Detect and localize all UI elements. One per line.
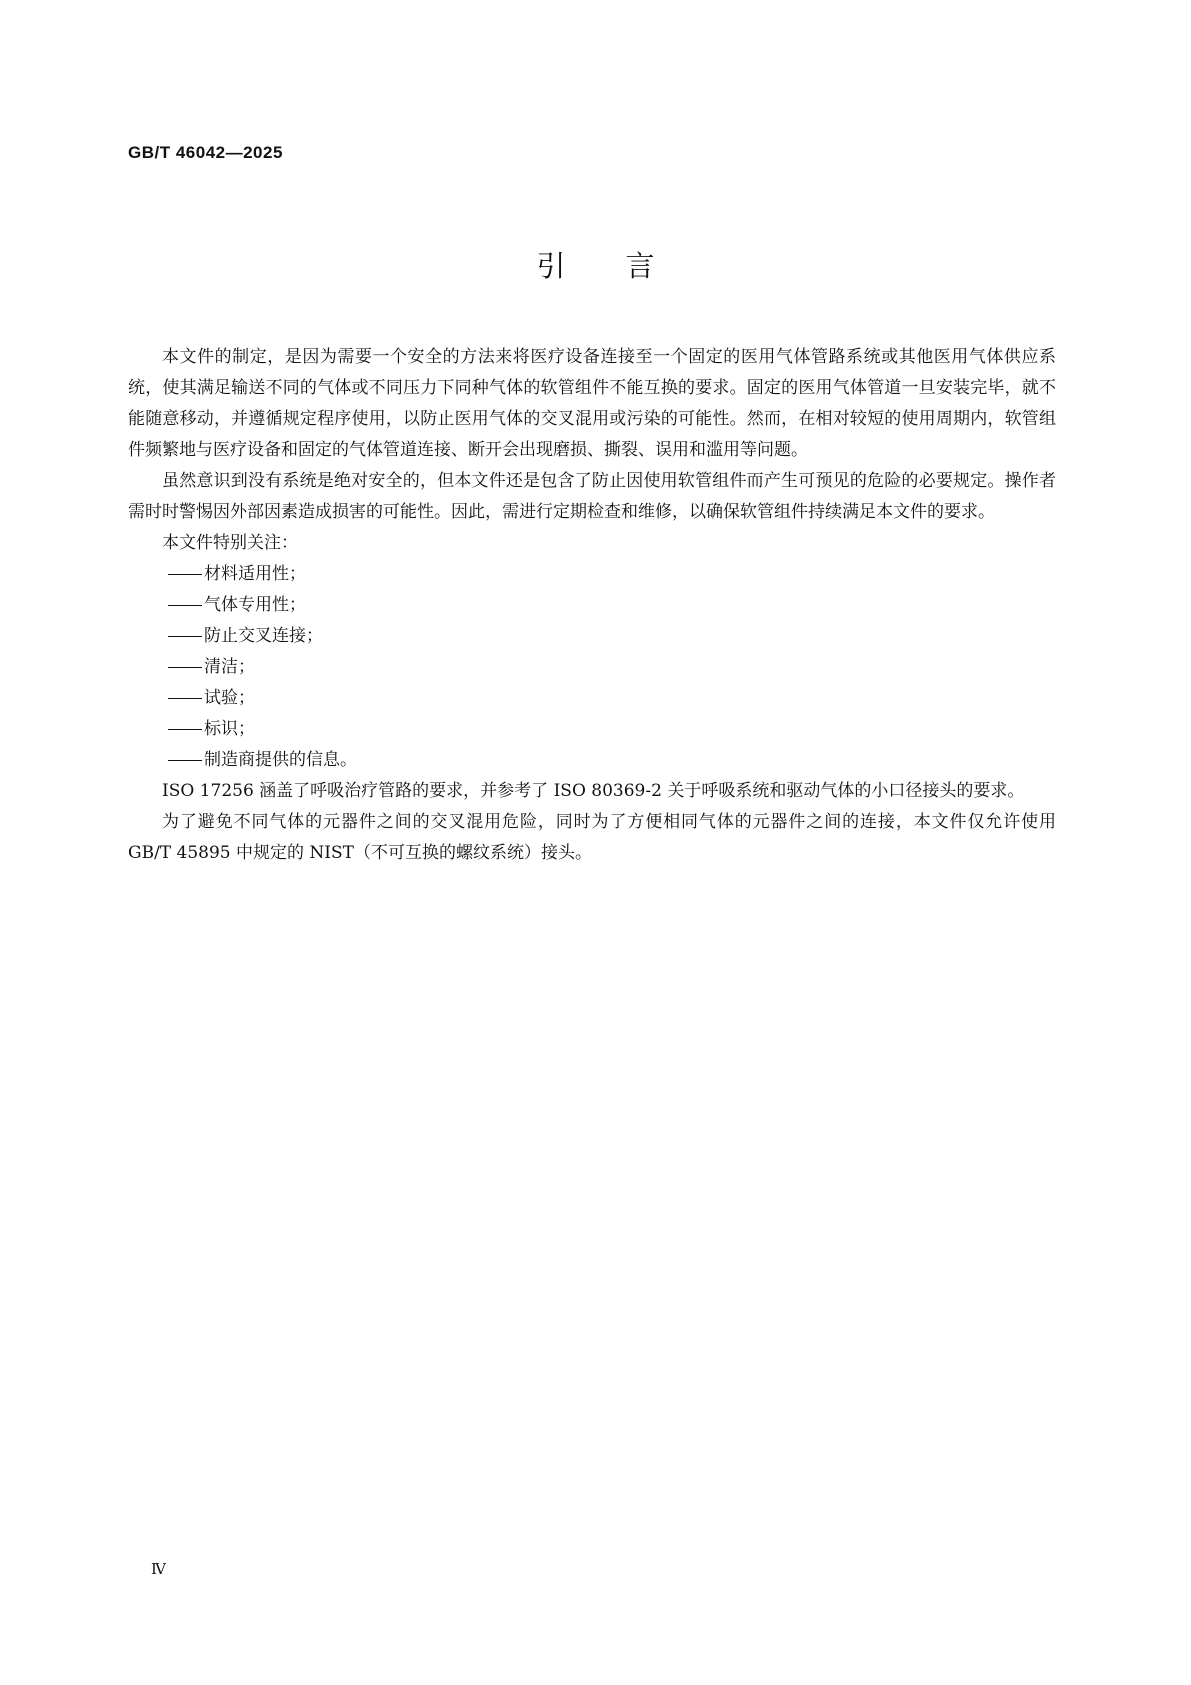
dash-marker xyxy=(168,760,202,761)
list-item xyxy=(128,714,1056,745)
paragraph-4: ISO 17256 涵盖了呼吸治疗管路的要求，并参考了 ISO 80369-2 关于呼吸系统和驱动气体的小口径接头的要求。 xyxy=(162,781,1025,801)
list-item-text: 标识； xyxy=(204,719,255,739)
list-item xyxy=(128,621,1056,652)
list-item xyxy=(128,590,1056,621)
paragraph-1: 本文件的制定，是因为需要一个安全的方法来将医疗设备连接至一个固定的医用气体管路系统或其他医用气体供应系统，使其满足输送不同的气体或不同压力下同种气体的软管组件不能互换的要求。固定的医用气体管道一旦安装完毕，就不能随意移动，并遵循规定程序使用，以防止医用气体的交叉混用或污染的可能性。然而，在相对较短的使用周期内，软管组件频繁地与医疗设备和固定的气体管道连接、断开会出现磨损、撕裂、误用和滥用等问题。 xyxy=(128,347,1056,460)
page-number: Ⅳ xyxy=(151,1560,166,1578)
list-item xyxy=(128,683,1056,714)
dash-marker xyxy=(168,729,202,730)
dash-marker xyxy=(168,698,202,699)
list-item-text: 防止交叉连接； xyxy=(204,626,323,646)
title-char-2: 言 xyxy=(625,249,655,283)
list-item-text: 材料适用性； xyxy=(204,564,306,584)
dash-marker xyxy=(168,605,202,606)
paragraph-3: 本文件特别关注： xyxy=(162,533,298,553)
introduction-body xyxy=(128,342,1056,869)
list-item-text: 清洁； xyxy=(204,657,255,677)
dash-marker xyxy=(168,667,202,668)
document-id: GB/T 46042—2025 xyxy=(128,143,283,162)
list-item-text: 制造商提供的信息。 xyxy=(204,750,357,770)
list-item xyxy=(128,652,1056,683)
paragraph-2: 虽然意识到没有系统是绝对安全的，但本文件还是包含了防止因使用软管组件而产生可预见的危险的必要规定。操作者需时时警惕因外部因素造成损害的可能性。因此，需进行定期检查和维修，以确保软管组件持续满足本文件的要求。 xyxy=(128,471,1056,522)
list-item xyxy=(128,559,1056,590)
list-item-text: 气体专用性； xyxy=(204,595,306,615)
dash-marker xyxy=(168,574,202,575)
title-char-1: 引 xyxy=(536,249,566,283)
list-item xyxy=(128,745,1056,776)
dash-marker xyxy=(168,636,202,637)
paragraph-5: 为了避免不同气体的元器件之间的交叉混用危险，同时为了方便相同气体的元器件之间的连接，本文件仅允许使用 GB/T 45895 中规定的 NIST（不可互换的螺纹系统）接头。 xyxy=(128,812,1056,863)
list-item-text: 试验； xyxy=(204,688,255,708)
page-title xyxy=(0,244,1191,285)
